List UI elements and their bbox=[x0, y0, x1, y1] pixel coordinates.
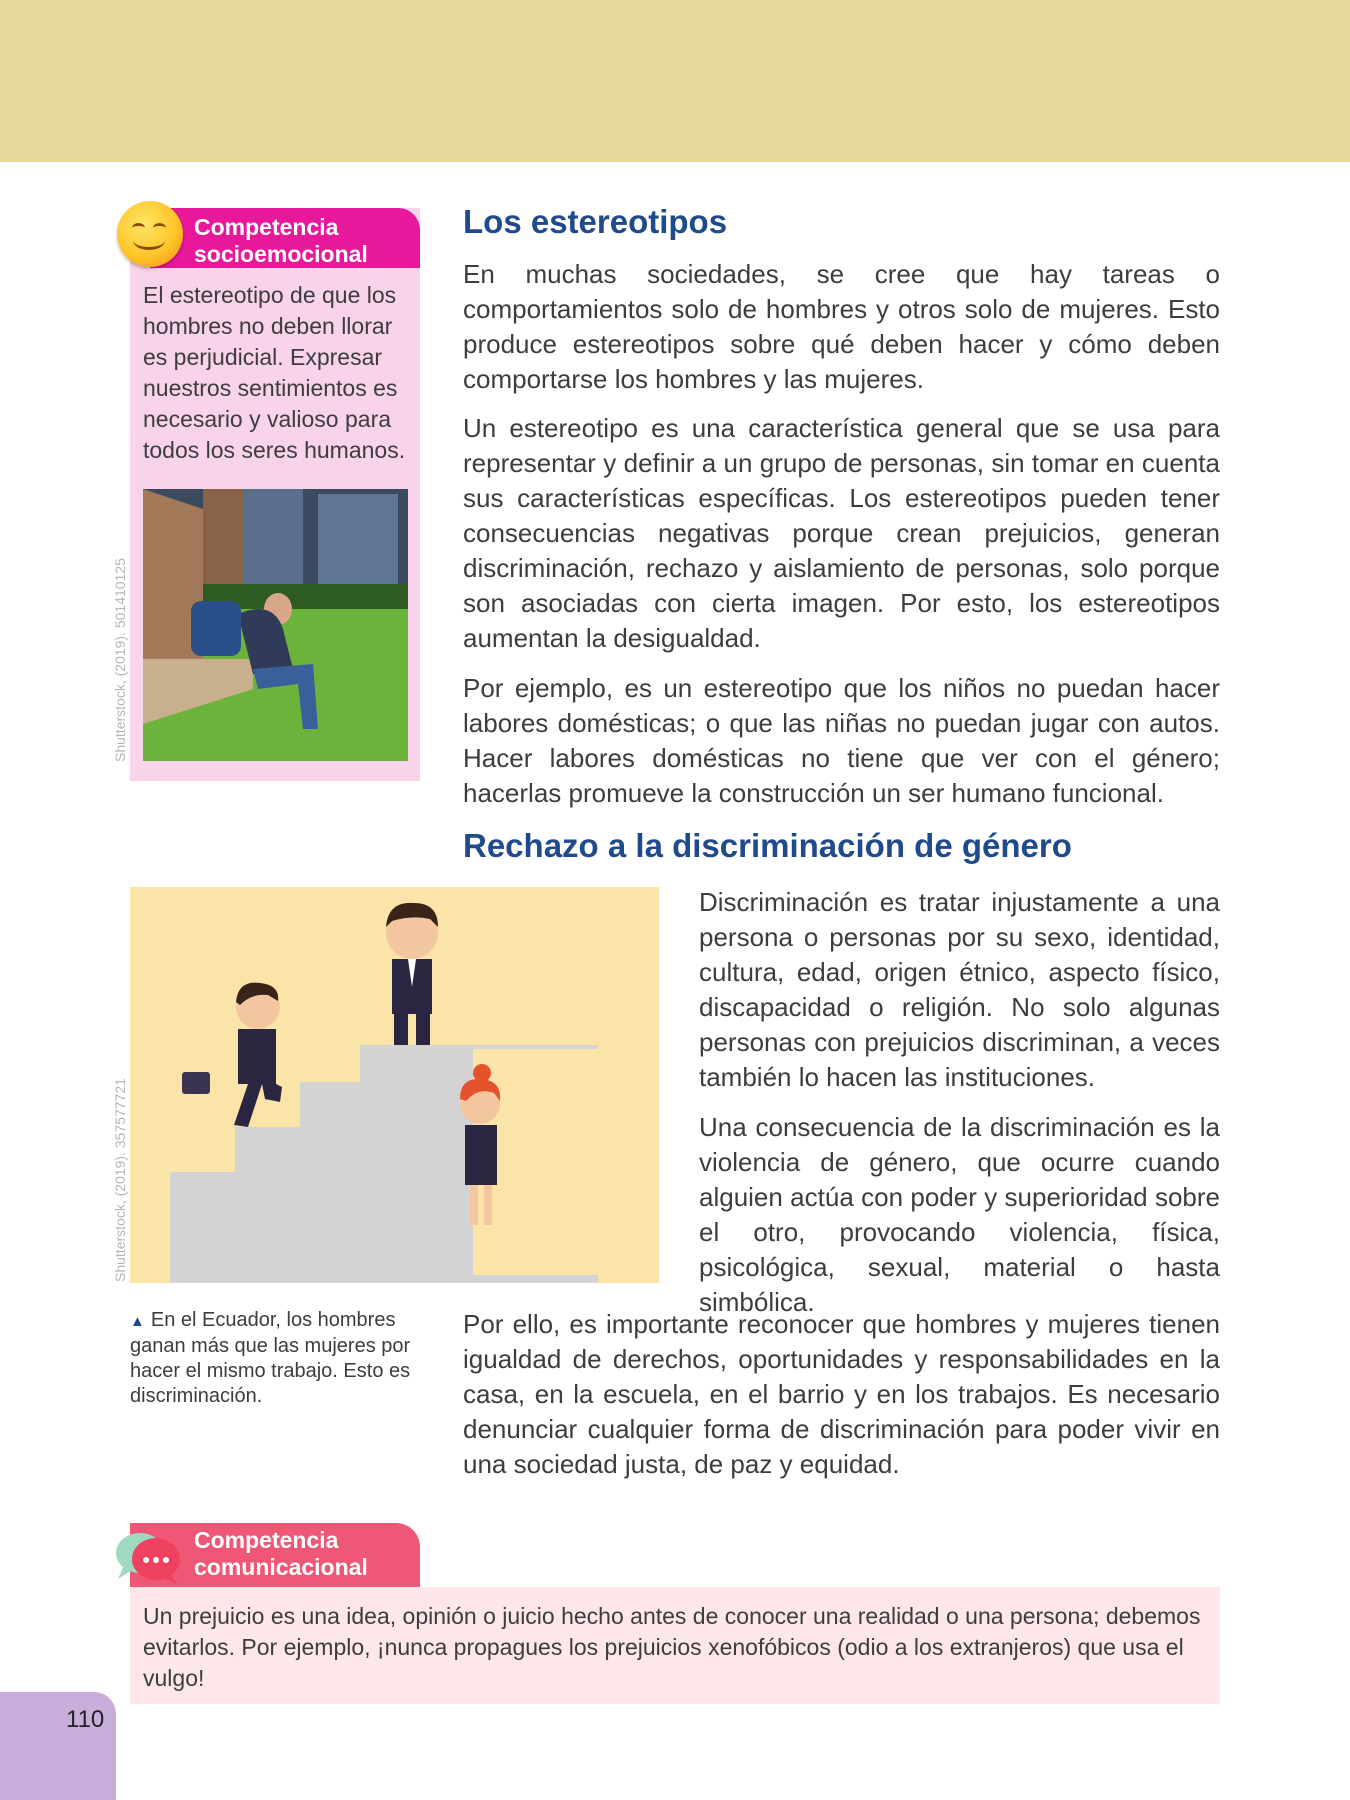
communication-title-line2: comunicacional bbox=[194, 1554, 368, 1580]
stairs-illustration bbox=[130, 887, 659, 1283]
paragraph-discriminacion-3: Por ello, es importante reconocer que hombres y mujeres tienen igualdad de derechos, oportunidades y responsabilidades en la casa, en la escuela, en el barrio y en los trabajos. Es necesario denunciar cualquier forma de discriminación para poder vivir en una sociedad justa, de paz y equidad. bbox=[463, 1309, 1220, 1479]
paragraph-estereotipos-1: En muchas sociedades, se cree que hay tareas o comportamientos solo de hombres y otros solo de mujeres. Esto produce estereotipos sobre qué deben hacer y cómo deben comportarse los hombres y las mujeres. bbox=[463, 259, 1220, 394]
communication-text: Un prejuicio es una idea, opinión o juicio hecho antes de conocer una realidad o una persona; debemos evitarlos. Por ejemplo, ¡nunca propagues los prejuicios xenofóbicos (odio a los extranjeros) que usa el vulgo! bbox=[143, 1603, 1201, 1691]
paragraph-estereotipos-2: Un estereotipo es una característica general que se usa para representar y definir a un grupo de personas, sin tomar en cuenta sus características específicas. Los estereotipos pueden tener consecuencias negativas porque crean prejuicios, generan discriminación, rechazo y aislamiento de personas, solo porque son asociadas con cierta imagen. Por esto, los estereotipos aumentan la desigualdad. bbox=[463, 413, 1220, 653]
heading-discriminacion: Rechazo a la discriminación de género bbox=[463, 827, 1072, 864]
communication-title-line1: Competencia bbox=[194, 1527, 339, 1553]
communication-title bbox=[194, 1527, 368, 1581]
illustration-caption bbox=[130, 1308, 420, 1409]
triangle-icon: ▲ bbox=[130, 1313, 145, 1330]
socioemotional-tab bbox=[150, 208, 420, 268]
paragraph-estereotipos-3: Por ejemplo, es un estereotipo que los niños no puedan hacer labores domésticas; o que las niñas no puedan jugar con autos. Hacer labores domésticas no tiene que ver con el género; hacerlas promueve la construcción un ser humano funcional. bbox=[463, 673, 1220, 808]
smiley-face-icon bbox=[117, 201, 183, 267]
header-band bbox=[0, 0, 1350, 162]
caption-text: En el Ecuador, los hombres ganan más que las mujeres por hacer el mismo trabajo. Esto es discriminación. bbox=[130, 1309, 411, 1407]
page-number: 110 bbox=[66, 1706, 105, 1733]
photo-credit-1: Shutterstock, (2019). 501410125 bbox=[112, 558, 128, 762]
socioemotional-title bbox=[194, 214, 368, 268]
photo-credit-2: Shutterstock, (2019). 357577721 bbox=[112, 1078, 128, 1282]
socioemotional-title-line1: Competencia bbox=[194, 214, 339, 240]
paragraph-discriminacion-1: Discriminación es tratar injustamente a una persona o personas por su sexo, identidad, cultura, edad, origen étnico, aspecto físico, discapacidad o religión. No solo algunas personas con prejuicios discriminan, a veces también lo hacen las instituciones. bbox=[699, 887, 1220, 1092]
chat-bubbles-icon bbox=[110, 1527, 190, 1587]
heading-estereotipos: Los estereotipos bbox=[463, 203, 728, 240]
socioemotional-title-line2: socioemocional bbox=[194, 241, 368, 267]
sad-man-photo bbox=[143, 489, 408, 761]
socioemotional-text: El estereotipo de que los hombres no deben llorar es perjudicial. Expresar nuestros sentimientos es necesario y valioso para todos los seres humanos. bbox=[143, 282, 406, 463]
paragraph-discriminacion-2: Una consecuencia de la discriminación es la violencia de género, que ocurre cuando alguien actúa con poder y superioridad sobre el otro, provocando violencia, física, psicológica, sexual, material o hasta simbólica. bbox=[699, 1112, 1220, 1317]
